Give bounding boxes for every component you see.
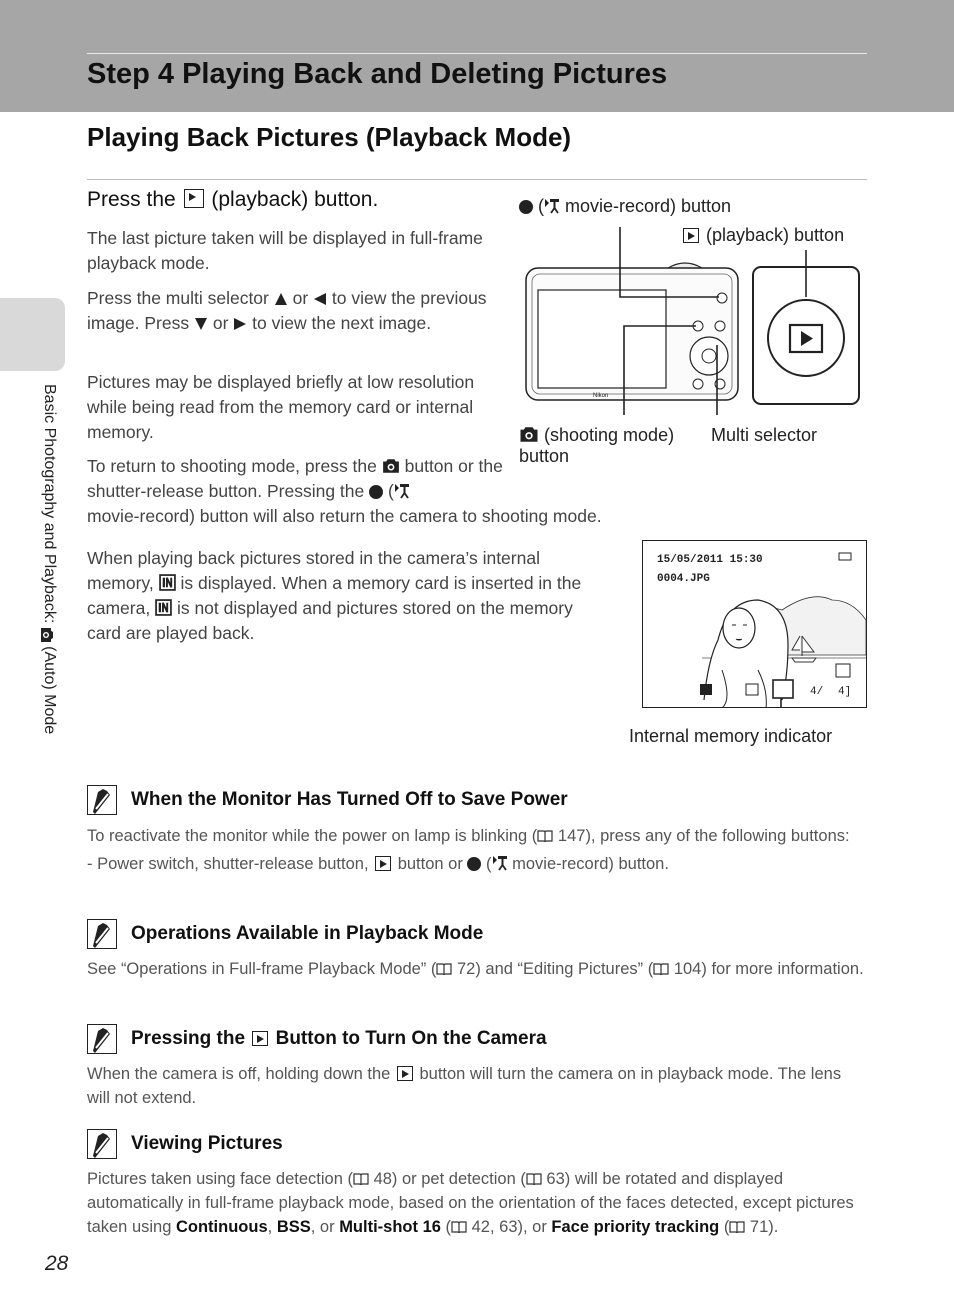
note-text-monitor: To reactivate the monitor while the power on lamp is blinking ( 147), press any of the following buttons: - Power switch, shutter-release button, button or ( movie-record) button. (87, 827, 850, 873)
page-number: 28 (45, 1252, 69, 1275)
note-title-monitor: When the Monitor Has Turned Off to Save Power (131, 789, 568, 810)
paragraph-return-shooting-end: movie-record) button will also return the camera to shooting mode. (87, 506, 602, 526)
movie-icon (544, 198, 560, 214)
camera-icon (382, 458, 400, 474)
reference-book-icon (526, 1172, 542, 1186)
chapter-side-label: Basic Photography and Playback: (Auto) Mode (41, 384, 58, 735)
up-arrow-icon (274, 292, 288, 306)
note-pencil-icon (87, 1129, 117, 1159)
down-arrow-icon (194, 317, 208, 331)
reference-book-icon (451, 1220, 467, 1234)
camera-icon (519, 426, 539, 443)
record-dot-icon (369, 485, 383, 499)
left-arrow-icon (313, 292, 327, 306)
paragraph-low-resolution: Pictures may be displayed briefly at low resolution while being read from the memory card or internal memory. (87, 372, 475, 442)
chapter-tab[interactable] (0, 298, 65, 371)
chapter-title: Step 4 Playing Back and Deleting Pictures (87, 58, 668, 90)
note-title-operations: Operations Available in Playback Mode (131, 923, 484, 944)
reference-book-icon (537, 829, 553, 843)
note-pencil-icon (87, 919, 117, 949)
note-pencil-icon (87, 785, 117, 815)
movie-icon (394, 483, 410, 499)
playback-icon (375, 856, 391, 871)
note-text-operations: See “Operations in Full-frame Playback Mode” ( 72) and “Editing Pictures” ( 104) for more information. (87, 960, 864, 978)
step-heading: Press the (playback) button. (87, 188, 379, 211)
reference-book-icon (436, 962, 452, 976)
paragraph-return-shooting: To return to shooting mode, press the button or the shutter-release button. Pressing the ( (87, 456, 503, 501)
paragraph-multi-selector: Press the multi selector or to view the previous image. Press or to view the next image. (87, 288, 487, 333)
screen-datetime: 15/05/2011 15:30 (657, 554, 763, 566)
paragraph-full-frame: The last picture taken will be displayed in full-frame playback mode. (87, 228, 483, 273)
camera-back-diagram (515, 215, 865, 415)
playback-icon (184, 189, 204, 208)
internal-memory-indicator-label: Internal memory indicator (629, 726, 833, 746)
section-rule (87, 179, 867, 180)
playback-icon (397, 1066, 413, 1081)
internal-memory-icon (159, 574, 176, 591)
record-dot-icon (467, 857, 481, 871)
reference-book-icon (653, 962, 669, 976)
reference-book-icon (729, 1220, 745, 1234)
header-rule (87, 53, 867, 54)
screen-counter-total: 4] (838, 686, 852, 698)
right-arrow-icon (233, 317, 247, 331)
note-text-pressing-playback: When the camera is off, holding down the button will turn the camera on in playback mode. The lens will not extend. (87, 1065, 842, 1107)
screen-counter-current: 4/ (810, 686, 824, 698)
note-title-pressing-playback: Pressing the Button to Turn On the Camera (131, 1028, 547, 1049)
section-title: Playing Back Pictures (Playback Mode) (87, 122, 572, 152)
multi-selector-label: Multi selector (711, 425, 818, 445)
screen-filename: 0004.JPG (657, 573, 710, 585)
note-title-viewing-pictures: Viewing Pictures (131, 1133, 283, 1154)
camera-icon (40, 627, 54, 643)
movie-icon (492, 855, 508, 871)
playback-icon (252, 1031, 268, 1046)
playback-screen-illustration (642, 540, 867, 708)
internal-memory-icon (155, 599, 172, 616)
brand-label: Nikon (593, 393, 609, 399)
reference-book-icon (353, 1172, 369, 1186)
paragraph-internal-memory: When playing back pictures stored in the camera’s internal memory, is displayed. When a memory card is inserted in the camera, is not displayed and pictures stored on the memory card are played back. (87, 548, 582, 643)
record-dot-icon (519, 200, 533, 214)
header-band (0, 0, 954, 112)
note-text-viewing-pictures: Pictures taken using face detection ( 48) or pet detection ( 63) will be rotated and displayed automatically in full-frame playback mode, based on the orientation of the faces detected, except pictures taken using Continuous, BSS, or Multi-shot 16 ( 42, 63), or Face priority tracking ( 71). (87, 1170, 854, 1236)
movie-record-button-label: ( movie-record) button (519, 196, 731, 217)
note-pencil-icon (87, 1024, 117, 1054)
playback-button-label: (playback) button (681, 225, 844, 246)
shooting-mode-button-label: (shooting mode) button (519, 425, 675, 466)
